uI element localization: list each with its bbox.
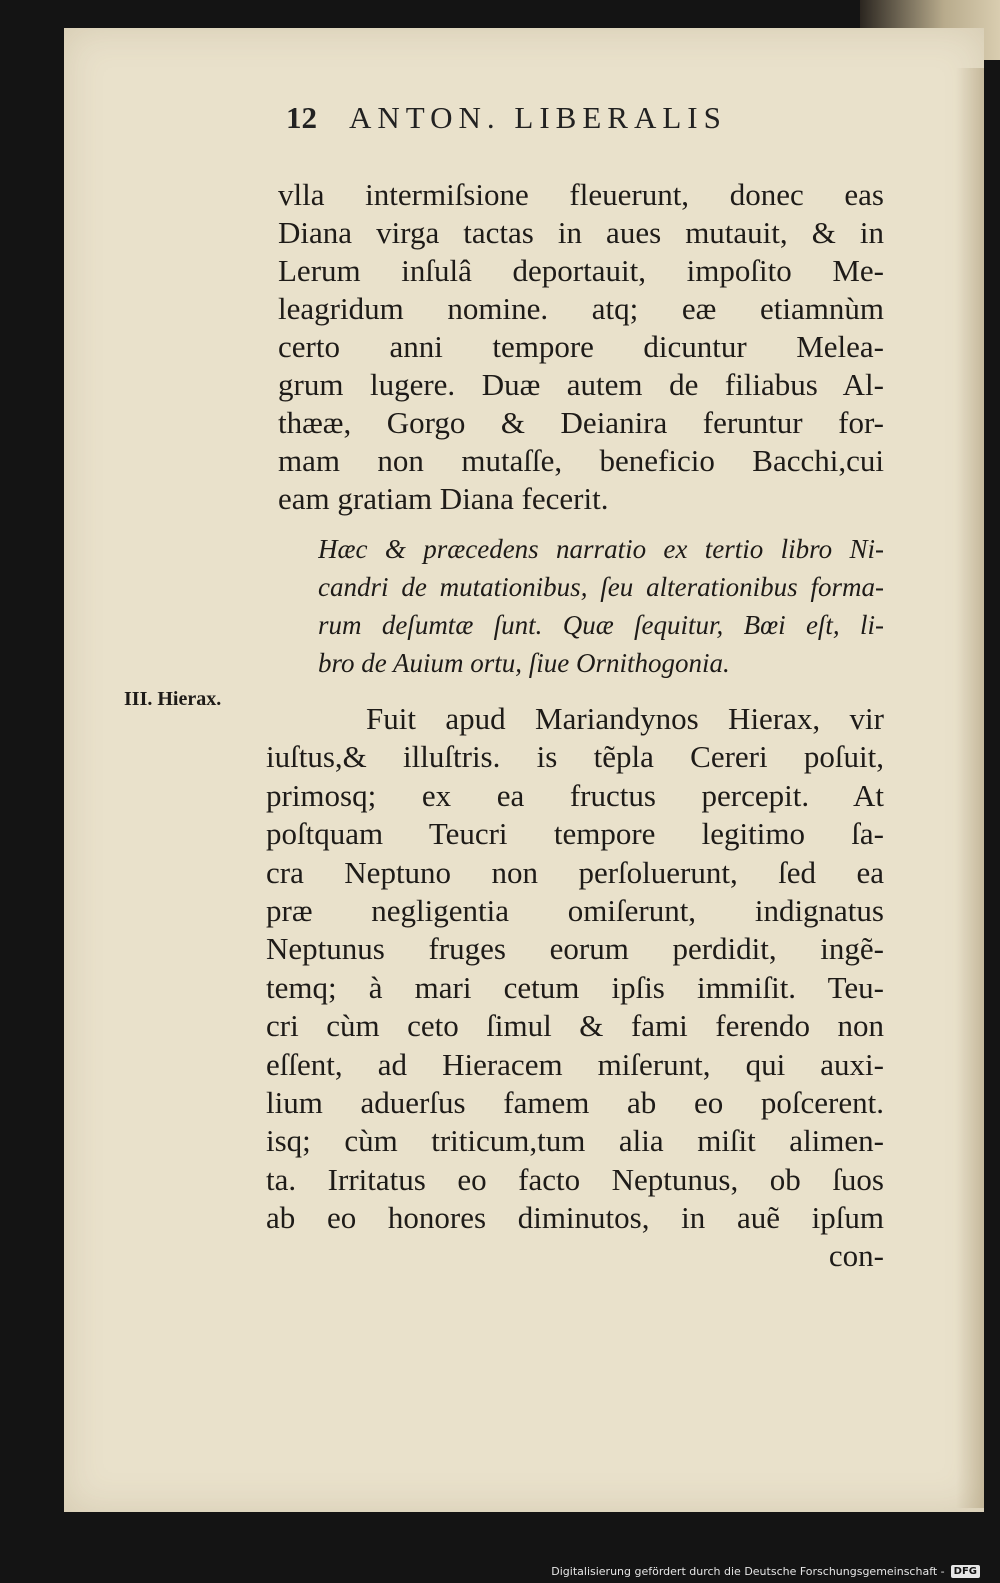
running-head (286, 100, 886, 144)
text-line: leagridum nomine. atq; eæ etiamnùm (278, 291, 884, 326)
digitization-footer (551, 1561, 980, 1581)
note-line: bro de Auium ortu, ſiue Ornithogonia. (318, 648, 730, 678)
text-line: ab eo honores diminutos, in auẽ ipſum (266, 1200, 884, 1236)
text-line: eſſent, ad Hieracem miſerunt, qui auxi- (266, 1046, 884, 1082)
dfg-logo: DFG (951, 1565, 980, 1578)
note-line: rum deſumtæ ſunt. Quæ ſequitur, Bœi eſt, li- (318, 610, 884, 640)
text-line: eam gratiam Diana fecerit. (278, 481, 609, 516)
running-title: ANTON. LIBERALIS (349, 100, 727, 135)
text-line: poſtquam Teucri tempore legitimo ſa- (266, 816, 884, 852)
note-line: candri de mutationibus, ſeu alterationibus forma- (318, 572, 884, 602)
text-line: thææ, Gorgo & Deianira feruntur for- (278, 405, 884, 440)
page-number: 12 (286, 100, 317, 135)
text-line: cra Neptuno non perſoluerunt, ſed ea (266, 854, 884, 890)
marginal-chapter-note: III. Hierax. (124, 688, 222, 710)
page-edge-shadow (956, 68, 984, 1508)
text-line: Diana virga tactas in aues mutauit, & in (278, 215, 884, 250)
text-line: isq; cùm triticum,tum alia miſit alimen- (266, 1123, 884, 1159)
note-line: Hæc & præcedens narratio ex tertio libro Ni- (318, 534, 884, 564)
text-line: grum lugere. Duæ autem de filiabus Al- (278, 367, 884, 402)
text-line: Fuit apud Mariandynos Hierax, vir (366, 701, 884, 736)
text-line: cri cùm ceto ſimul & fami ferendo non (266, 1008, 884, 1044)
text-line: Lerum inſulâ deportauit, impoſito Me- (278, 253, 884, 288)
text-line: temq; à mari cetum ipſis immiſit. Teu- (266, 969, 884, 1005)
text-line: primosq; ex ea fructus percepit. At (266, 777, 884, 813)
text-line: lium aduerſus famem ab eo poſcerent. (266, 1084, 884, 1120)
source-note (318, 530, 884, 682)
text-line: præ negligentia omiſerunt, indignatus (266, 892, 884, 928)
text-line: mam non mutaſſe, beneficio Bacchi,cui (278, 443, 884, 478)
text-line: iuſtus,& illuſtris. is tẽpla Cereri poſuit, (266, 739, 884, 775)
text-line: Neptunus fruges eorum perdidit, ingẽ- (266, 931, 884, 967)
text-line: ta. Irritatus eo facto Neptunus, ob ſuos (266, 1161, 884, 1197)
catchword: con- (828, 1238, 884, 1274)
text-line: certo anni tempore dicuntur Melea- (278, 329, 884, 364)
paragraph-main-1 (278, 176, 884, 518)
paragraph-main-2 (266, 700, 884, 1276)
text-line: vlla intermiſsione fleuerunt, donec eas (278, 177, 884, 212)
footer-text: Digitalisierung gefördert durch die Deutsche Forschungsgemeinschaft - (551, 1564, 945, 1578)
